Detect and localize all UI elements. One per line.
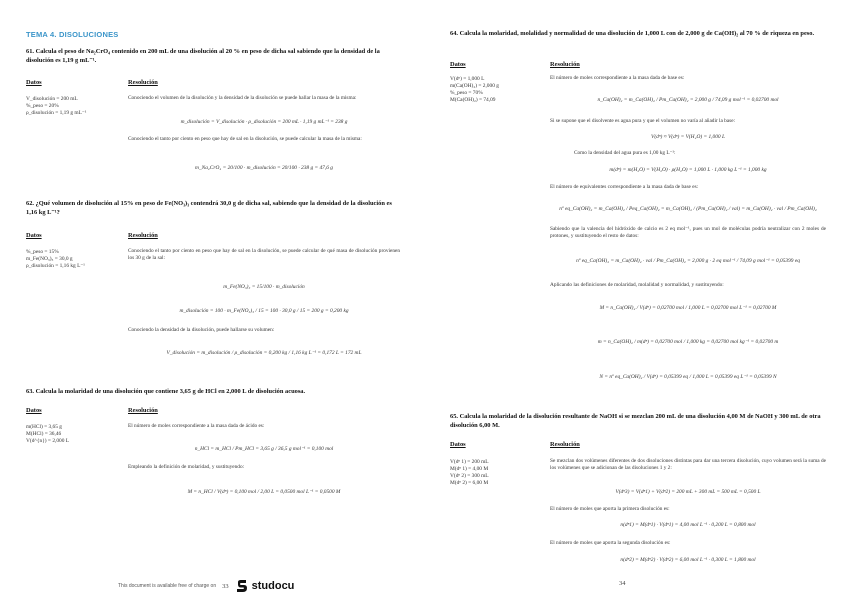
p61-data-1: V_disolución = 200 mL xyxy=(26,96,78,102)
p64-text-4: El número de equivalentes correspondiente a la masa dada de base es: xyxy=(550,184,699,190)
problem-63-statement: 63. Calcula la molaridad de una disolución que contiene 3,65 g de HCl en 2,000 L de disolución acuosa. xyxy=(26,388,306,395)
p63-text-2: Empleando la definición de molaridad, y sustituyendo: xyxy=(128,464,245,470)
p61-text-1: Conociendo el volumen de la disolución y la densidad de la disolución se puede hallar la masa de la misma: xyxy=(128,95,357,101)
p63-data-1: m(HCl) = 3,65 g xyxy=(26,424,62,430)
section-title: TEMA 4. DISOLUCIONES xyxy=(26,30,119,39)
p65-text-2: El número de moles que aporta la primera disolución es: xyxy=(550,506,670,512)
footer-note: This document is available free of charge on xyxy=(118,583,217,589)
p65-equation-2: n(dⁿ1) = M(dⁿ1) · V(dⁿ1) = 4,00 mol L⁻¹ · 0,200 L = 0,800 mol xyxy=(620,522,756,528)
p61-equation-2: m_Na₂CrO₄ = 20/100 · m_disolución = 20/100 · 238 g = 47,6 g xyxy=(195,165,333,171)
p65-equation-1: V(dⁿ3) = V(dⁿ1) + V(dⁿ2) = 200 mL + 300 mL = 500 mL = 0,500 L xyxy=(615,489,761,495)
page-number-left: 33 xyxy=(222,582,229,590)
p64-equation-7: m = n_Ca(OH)₂ / m(dⁿ) = 0,02700 mol / 1,000 kg = 0,02700 mol kg⁻¹ = 0,02700 m xyxy=(597,339,779,345)
p64-text-2: Si se supone que el disolvente es agua pura y que el volumen no varía al añadir la base: xyxy=(550,118,736,124)
problem-61-statement: 61. Calcula el peso de Na₂CrO₄ contenido en 200 mL de una disolución al 20 % en peso de dicha sal sabiendo que la densidad de la disolución es 1,19 g mL⁻¹. xyxy=(26,48,380,64)
p65-text-3: El número de moles que aporta la segunda disolución es: xyxy=(550,540,671,546)
p64-equation-2: V(dⁿ) ≈ V(dⁿ) = V(H₂O) = 1,000 L xyxy=(651,134,725,140)
p62-equation-1: m_Fe(NO₃)₃ = 15/100 · m_disolución xyxy=(223,284,305,290)
p61-data-2: %_peso = 20% xyxy=(26,103,59,109)
p64-equation-3: m(dⁿ) = m(H₂O) = V(H₂O) · ρ(H₂O) = 1,000 L · 1,000 kg L⁻¹ = 1,000 kg xyxy=(609,167,767,173)
p61-data-heading: Datos xyxy=(26,79,42,86)
p62-data-2: m_Fe(NO₃)₃ = 30,0 g xyxy=(26,256,73,262)
p62-text-2: Conociendo la densidad de la disolución, puede hallarse su volumen: xyxy=(128,327,275,333)
p61-text-2: Conociendo el tanto por ciento en peso que hay de sal en la disolución, se puede calcular la masa de la misma: xyxy=(128,136,362,142)
p63-data-heading: Datos xyxy=(26,407,42,414)
p64-text-3: Como la densidad del agua pura es 1,00 kg L⁻¹: xyxy=(574,150,676,156)
p64-data-heading: Datos xyxy=(450,61,466,68)
p64-data-4: M(Ca(OH)₂) = 74,09 xyxy=(450,97,496,103)
p62-equation-2: m_disolución = 100 · m_Fe(NO₃)₃ / 15 = 100 · 30,0 g / 15 = 200 g = 0,200 kg xyxy=(179,308,349,314)
p62-data-heading: Datos xyxy=(26,232,42,239)
p61-solution-heading: Resolución xyxy=(128,79,158,86)
p64-text-6: Aplicando las definiciones de molaridad, molalidad y normalidad, y sustituyendo: xyxy=(550,282,724,288)
right-page xyxy=(424,0,848,599)
problem-65-statement: 65. Calcula la molaridad de la disolución resultante de NaOH si se mezclan 200 mL de una disolución 4,00 M de NaOH y 300 mL de otra disolución 6,00 M. xyxy=(450,413,821,429)
p63-equation-1: n_HCl = m_HCl / Pm_HCl = 3,65 g / 36,5 g mol⁻¹ = 0,100 mol xyxy=(194,446,334,452)
p65-text-1: Se mezclan dos volúmenes diferentes de dos disoluciones distintas para dar una tercera disolución, cuyo volumen será la suma de los volúmenes que se adicionan de las disoluciones 1 y 2: xyxy=(550,458,826,471)
p65-data-3: V(dⁿ 2) = 300 mL xyxy=(450,473,489,479)
p63-solution-heading: Resolución xyxy=(128,407,158,414)
p64-text-5: Sabiendo que la valencia del hidróxido de calcio es 2 eq mol⁻¹, pues un mol de moléculas podría neutralizar con 2 moles de protones, y sustituyendo el resto de datos: xyxy=(550,226,826,239)
p64-equation-4: nº eq_Ca(OH)₂ = m_Ca(OH)₂ / Peq_Ca(OH)₂ = m_Ca(OH)₂ / (Pm_Ca(OH)₂ / val) = m_Ca(OH)₂ · val / Pm_Ca(OH)₂ xyxy=(559,206,817,212)
studocu-logo[interactable] xyxy=(235,579,295,593)
p64-equation-6: M = n_Ca(OH)₂ / V(dⁿ) = 0,02700 mol / 1,000 L = 0,02700 mol L⁻¹ = 0,02700 M xyxy=(599,305,777,311)
studocu-mark-icon xyxy=(235,579,249,593)
p64-solution-heading: Resolución xyxy=(550,61,580,68)
p64-text-1: El número de moles correspondiente a la masa dada de base es: xyxy=(550,75,685,81)
p62-text-1: Conociendo el tanto por ciento en peso que hay de sal en la disolución, se puede calcular de qué masa de disolución provienen los 30 g de la sal: xyxy=(128,248,400,261)
p64-equation-5: nº eq_Ca(OH)₂ = m_Ca(OH)₂ · val / Pm_Ca(OH)₂ = 2,000 g · 2 eq mol⁻¹ / 74,09 g mol⁻¹ = 0,05399 eq xyxy=(576,258,800,264)
p63-equation-2: M = n_HCl / V(dⁿ) = 0,100 mol / 2,00 L = 0,0500 mol L⁻¹ = 0,0500 M xyxy=(187,489,341,495)
p63-data-2: M(HCl) = 36,46 xyxy=(26,431,62,437)
problem-64-statement: 64. Calcula la molaridad, molalidad y normalidad de una disolución de 1,000 L con de 2,000 g de Ca(OH)₂ al 70 % de riqueza en peso. xyxy=(450,30,815,37)
p64-equation-8: N = nº eq_Ca(OH)₂ / V(dⁿ) = 0,05399 eq / 1,000 L = 0,05399 eq L⁻¹ = 0,05399 N xyxy=(599,374,777,380)
problem-62-statement: 62. ¿Qué volumen de disolución al 15% en peso de Fe(NO₃)₃ contendrá 30,0 g de dicha sal, sabiendo que la densidad de la disolución es 1,16 kg L⁻¹? xyxy=(26,200,392,216)
p62-equation-3: V_disolución = m_disolución / ρ_disolución = 0,200 kg / 1,16 kg L⁻¹ = 0,172 L = 172 mL xyxy=(166,350,362,356)
p65-data-4: M(dⁿ 2) = 6,00 M xyxy=(450,480,489,486)
p65-solution-heading: Resolución xyxy=(550,441,580,448)
p64-data-3: %_peso = 70% xyxy=(450,90,483,96)
p62-data-1: %_peso = 15% xyxy=(26,249,59,255)
footer xyxy=(118,579,294,593)
p64-equation-1: n_Ca(OH)₂ = m_Ca(OH)₂ / Pm_Ca(OH)₂ = 2,000 g / 74,09 g mol⁻¹ = 0,02700 mol xyxy=(597,97,779,103)
p65-equation-3: n(dⁿ2) = M(dⁿ2) · V(dⁿ2) = 6,00 mol L⁻¹ · 0,300 L = 1,800 mol xyxy=(620,557,756,563)
page-number-right: 34 xyxy=(619,580,626,587)
p65-data-1: V(dⁿ 1) = 200 mL xyxy=(450,459,489,465)
p63-text-1: El número de moles correspondiente a la masa dada de ácido es: xyxy=(128,423,265,429)
p61-equation-1: m_disolución = V_disolución · ρ_disolución = 200 mL · 1,19 g mL⁻¹ = 238 g xyxy=(180,119,348,125)
p65-data-heading: Datos xyxy=(450,441,466,448)
studocu-brand-text: studocu xyxy=(251,580,295,592)
p65-data-2: M(dⁿ 1) = 4,00 M xyxy=(450,466,489,472)
p62-data-3: ρ_disolución = 1,16 kg L⁻¹ xyxy=(26,263,85,269)
p61-data-3: ρ_disolución = 1,19 g mL⁻¹ xyxy=(26,110,87,116)
p62-solution-heading: Resolución xyxy=(128,232,158,239)
p63-data-3: V(d^{n}) = 2,000 L xyxy=(26,438,70,444)
p64-data-2: m(Ca(OH)₂) = 2,000 g xyxy=(450,83,499,89)
p64-data-1: V(dⁿ) = 1,000 L xyxy=(450,76,485,82)
